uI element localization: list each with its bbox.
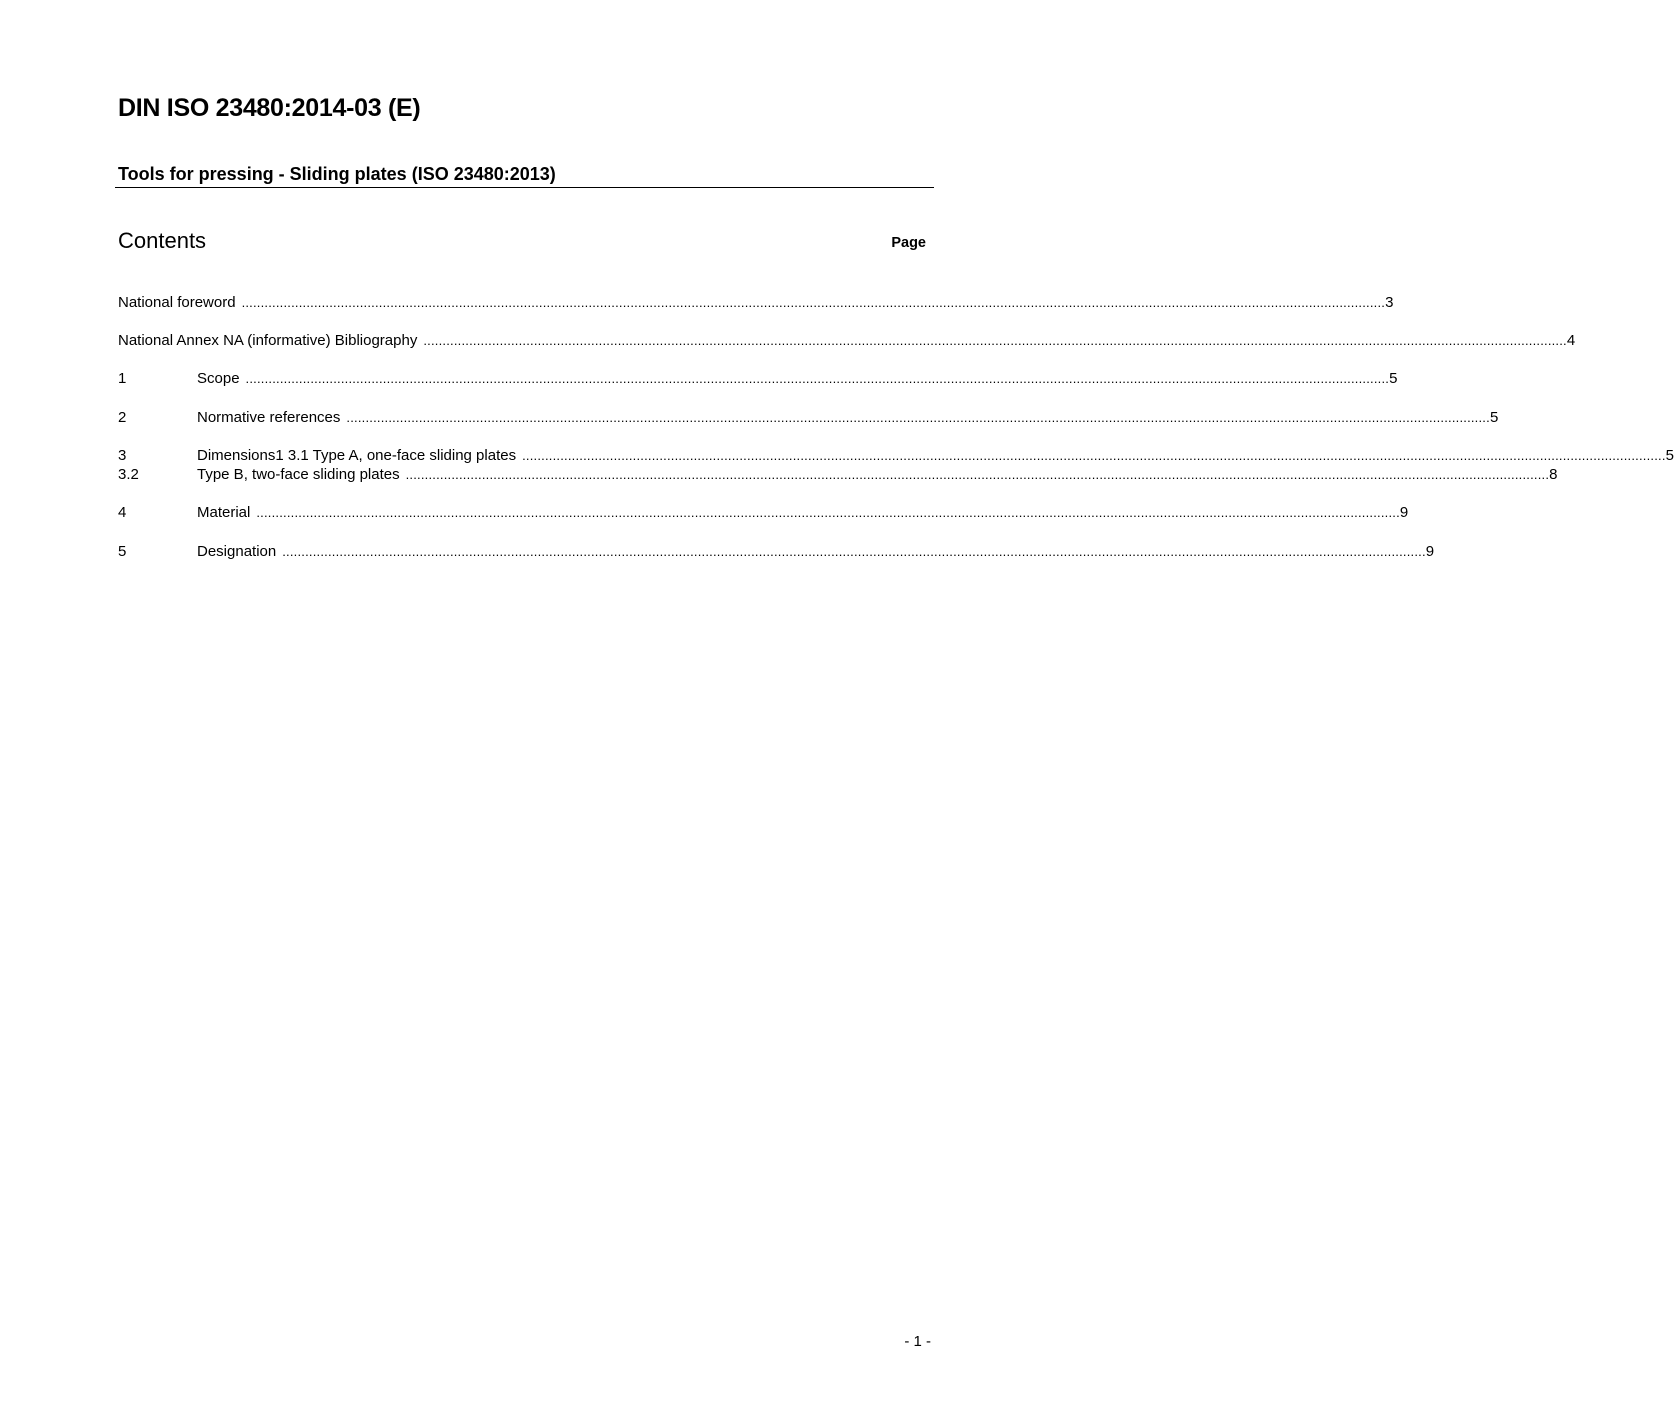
toc-entry-number: 1 [118, 370, 127, 387]
page-number-footer: - 1 - [904, 1333, 931, 1350]
toc-leader-dots: ............................................................................................................................................................................................................................................................................................................ [245, 371, 1390, 386]
toc-entry-number: 2 [118, 409, 127, 426]
toc-entry-number: 3 [118, 447, 127, 464]
toc-leader-dots: ............................................................................................................................................................................................................................................................................................................ [346, 410, 1490, 425]
toc-entry-page: 9 [1425, 543, 1435, 560]
toc-leader-dots: ............................................................................................................................................................................................................................................................................................................ [256, 505, 1400, 520]
toc-entry-scope[interactable] [118, 369, 1398, 388]
page-column-heading: Page [891, 235, 926, 251]
toc-entry-page: 8 [1549, 466, 1558, 483]
contents-heading: Contents [118, 228, 207, 253]
document-subtitle: Tools for pressing - Sliding plates (ISO 23480:2013) [118, 164, 556, 184]
toc-entry-national-foreword[interactable] [118, 293, 1394, 312]
toc-leader-dots: ............................................................................................................................................................................................................................................................................................................ [423, 333, 1567, 348]
title-rule [115, 187, 934, 188]
toc-entry-title: Designation [197, 543, 277, 560]
toc-entry-number: 5 [118, 543, 127, 560]
toc-entry-page: 5 [1389, 370, 1398, 387]
toc-entry-title: Material [197, 504, 251, 521]
toc-entry-material[interactable] [118, 503, 1409, 522]
toc-entry-national-annex[interactable] [118, 331, 1576, 350]
toc-entry-title: National foreword [118, 294, 236, 311]
toc-entry-title: National Annex NA (informative) Bibliography [118, 332, 418, 349]
toc-entry-dimensions[interactable] [118, 446, 1674, 465]
toc-entry-title: Dimensions1 3.1 Type A, one-face sliding plates [197, 447, 517, 464]
toc-entry-page: 4 [1566, 332, 1576, 349]
toc-entry-designation[interactable] [118, 542, 1435, 561]
toc-entry-title: Scope [197, 370, 240, 387]
toc-entry-page: 5 [1665, 447, 1674, 464]
toc-leader-dots: ............................................................................................................................................................................................................................................................................................................ [241, 295, 1386, 310]
toc-leader-dots: ............................................................................................................................................................................................................................................................................................................ [405, 467, 1550, 482]
toc-leader-dots: ............................................................................................................................................................................................................................................................................................................ [282, 544, 1426, 559]
toc-entry-number: 3.2 [118, 466, 139, 483]
toc-leader-dots: ............................................................................................................................................................................................................................................................................................................ [522, 448, 1666, 463]
toc-entry-title: Type B, two-face sliding plates [197, 466, 400, 483]
toc-entry-title: Normative references [197, 409, 341, 426]
toc-entry-number: 4 [118, 504, 127, 521]
toc-entry-normative-references[interactable] [118, 408, 1499, 427]
toc-entry-type-b[interactable] [118, 465, 1558, 484]
document-id: DIN ISO 23480:2014-03 (E) [118, 94, 421, 122]
toc-entry-page: 9 [1399, 504, 1409, 521]
toc-entry-page: 3 [1385, 294, 1394, 311]
toc-entry-page: 5 [1489, 409, 1499, 426]
